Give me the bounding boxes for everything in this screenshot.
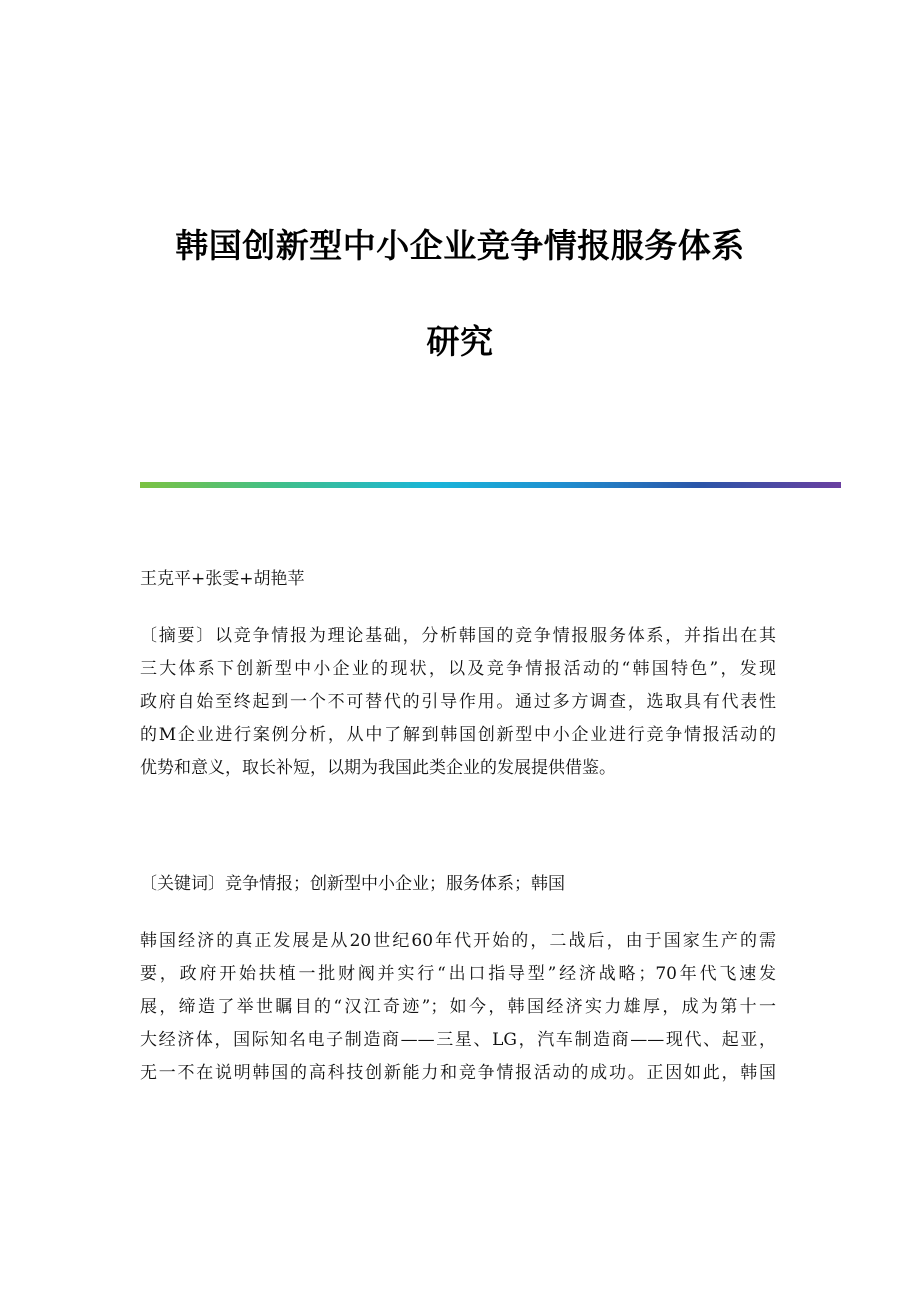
document-title-line-2: 研究 [426,322,494,361]
abstract-line: 政府自始至终起到一个不可替代的引导作用。通过多方调查，选取具有代表性 [140,692,776,712]
abstract [140,620,776,785]
abstract-line: 优势和意义，取长补短，以期为我国此类企业的发展提供借鉴。 [140,758,616,778]
body-line: 韩国经济的真正发展是从20世纪60年代开始的，二战后，由于国家生产的需 [140,931,776,951]
decorative-gradient-divider [140,482,841,488]
keywords-line: 〔关键词〕竞争情报；创新型中小企业；服务体系；韩国 [140,874,565,894]
abstract-line: 〔摘要〕以竞争情报为理论基础，分析韩国的竞争情报服务体系，并指出在其 [140,626,776,646]
document-title-line-1: 韩国创新型中小企业竞争情报服务体系 [175,226,745,265]
body-line: 要，政府开始扶植一批财阀并实行“出口指导型”经济战略；70年代飞速发 [140,964,776,984]
keywords [140,868,776,901]
authors: 王克平+张雯+胡艳苹 [140,569,305,589]
body-line: 大经济体，国际知名电子制造商——三星、LG，汽车制造商——现代、起亚， [140,1030,776,1050]
abstract-line: 的M企业进行案例分析，从中了解到韩国创新型中小企业进行竞争情报活动的 [140,725,776,745]
abstract-line: 三大体系下创新型中小企业的现状，以及竞争情报活动的“韩国特色”，发现 [140,659,776,679]
body-line: 无一不在说明韩国的高科技创新能力和竞争情报活动的成功。正因如此，韩国 [140,1063,776,1083]
body-paragraph [140,925,776,1090]
body-line: 展，缔造了举世瞩目的“汉江奇迹”；如今，韩国经济实力雄厚，成为第十一 [140,997,776,1017]
